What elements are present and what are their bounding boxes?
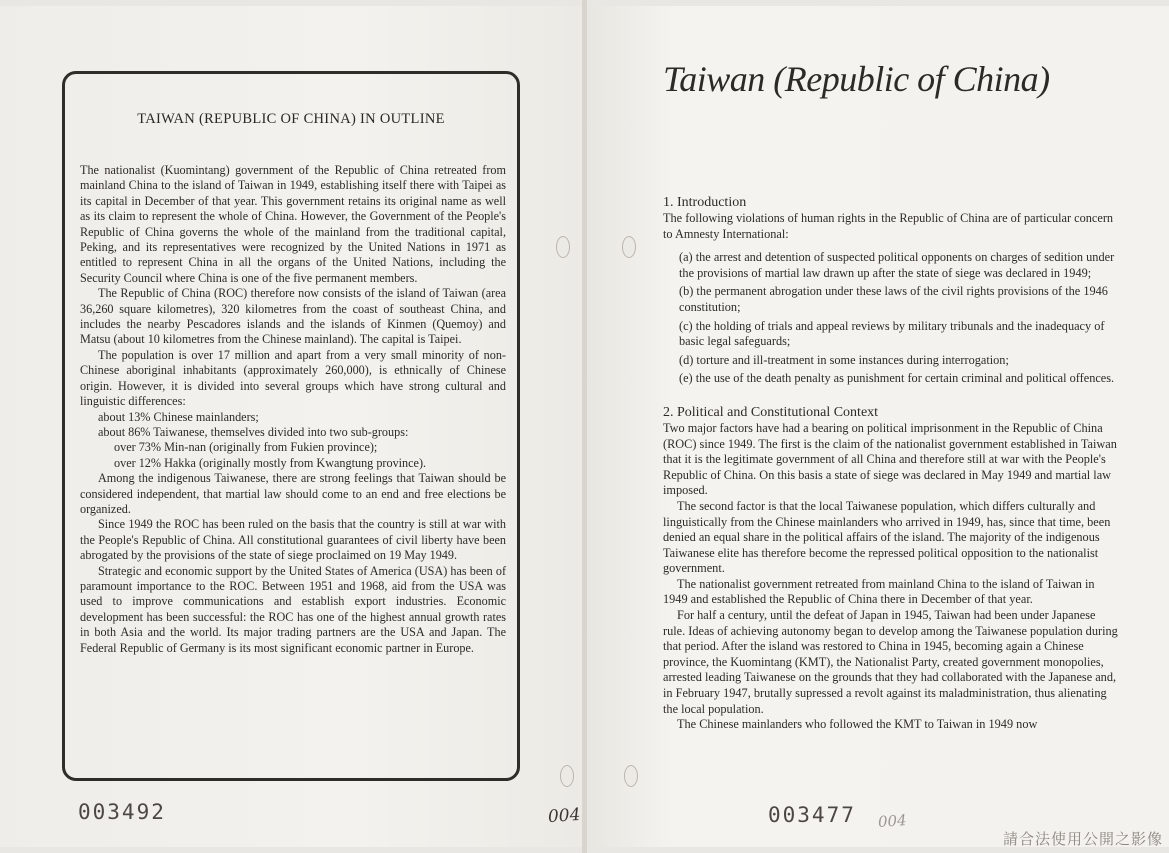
population-subgroup: over 73% Min-nan (originally from Fukien province);	[114, 440, 378, 455]
outline-paragraph: Strategic and economic support by the United States of America (USA) has been of paramount importance to the ROC. Between 1951 and 1968, aid from the USA was used to improve communications and establish export industries. Economic development has been successful: the ROC has one of the highest annual growth rates in both Asia and the world. Its major trading partners are the USA and Japan. The Federal Republic of Germany is its most significant economic partner in Europe.	[80, 563, 506, 655]
body-paragraph: For half a century, until the defeat of Japan in 1945, Taiwan had been under Japanese rule. Ideas of achieving autonomy began to develop among the Taiwanese population during that period. After the island was restored to China in 1945, becoming again a Chinese province, the Kuomintang (KMT), the Nationalist Party, created government monopolies, arrested leading Taiwanese on the grounds that they had collaborated with the Japanese and, in February 1947, brutally supressed a revolt against its maladministration, thus alienating the local population.	[663, 608, 1118, 716]
punch-hole	[624, 765, 638, 787]
punch-hole	[622, 236, 636, 258]
population-subgroup: over 12% Hakka (originally mostly from Kwangtung province).	[114, 455, 427, 470]
watermark-text: 請合法使用公開之影像	[1002, 830, 1163, 848]
punch-hole	[560, 765, 574, 787]
outline-paragraph: The nationalist (Kuomintang) government of the Republic of China retreated from mainland China to the island of Taiwan in 1949, establishing itself there with Taipei as its capital in December of that year. This government retains its original name as well as its claim to represent the whole of China. However, the Government of the People's Republic of China governs the whole of the mainland from the traditional capital, Peking, and its representatives were recognized by the United Nations in 1971 as entitled to represent China in all the organs of the United Nations, including the Security Council where China is one of the five permanent members.	[80, 163, 506, 285]
body-paragraph: Two major factors have had a bearing on political imprisonment in the Republic of China (ROC) since 1949. The first is the claim of the nationalist government established in Taiwan that it is the legitimate government of all China and therefore still at war with the People's Republic of China. On this basis a state of siege was declared in May 1949 and martial law imposed.	[663, 420, 1117, 498]
punch-hole	[556, 236, 570, 258]
violation-item: (a) the arrest and detention of suspected political opponents on charges of sedition under the provisions of martial law drawn up after the state of siege was declared in 1949;	[679, 250, 1115, 280]
body-paragraph: The Chinese mainlanders who followed the KMT to Taiwan in 1949 now	[677, 717, 1038, 732]
outline-paragraph: The Republic of China (ROC) therefore now consists of the island of Taiwan (area 36,260 square kilometres), 320 kilometres from the coast of southeast China, and includes the nearby Pescadores islands and the islands of Kinmen (Quemoy) and Matsu (about 10 kilometres from the Chinese mainland). The capital is Taipei.	[80, 286, 506, 347]
page-title: Taiwan (Republic of China)	[663, 59, 1050, 99]
report-body	[663, 195, 1118, 733]
violations-list	[679, 250, 1118, 387]
body-paragraph: The second factor is that the local Taiwanese population, which differs culturally and linguistically from the Chinese mainlanders who arrived in 1949, has, since that time, been denied an equal share in the political affairs of the island. The majority of the indigenous Taiwanese elite has therefore become the repressed political opposition to the nationalist government.	[663, 498, 1111, 576]
outline-paragraph: The population is over 17 million and apart from a very small minority of non-Chinese aboriginal inhabitants (approximately 260,000), is ethnically of Chinese origin. However, it is divided into several groups which have strong cultural and linguistic differences:	[80, 347, 506, 409]
population-group: about 13% Chinese mainlanders;	[98, 409, 259, 424]
section-heading: 1. Introduction	[663, 195, 747, 210]
outline-paragraph: Among the indigenous Taiwanese, there are strong feelings that Taiwan should be considered independent, that martial law should come to an end and free elections be organized.	[80, 471, 506, 516]
left-doc-number: 003492	[78, 800, 166, 824]
violation-item: (d) torture and ill-treatment in some instances during interrogation;	[679, 352, 1009, 367]
handwritten-note: 004	[877, 811, 908, 831]
population-group: about 86% Taiwanese, themselves divided into two sub-groups:	[98, 424, 409, 439]
outline-title: TAIWAN (REPUBLIC OF CHINA) IN OUTLINE	[137, 111, 445, 127]
outline-paragraph: Since 1949 the ROC has been ruled on the basis that the country is still at war with the People's Republic of China. All constitutional guarantees of civil liberty have been abrogated by the provisions of the state of siege proclaimed on 19 May 1949.	[80, 517, 506, 563]
body-paragraph: The nationalist government retreated from mainland China to the island of Taiwan in 1949 and established the Republic of China there in December of that year.	[663, 576, 1095, 607]
right-doc-number: 003477	[768, 803, 856, 827]
violation-item: (c) the holding of trials and appeal reviews by military tribunals and the inadequacy of basic legal safeguards;	[679, 318, 1105, 349]
violation-item: (b) the permanent abrogation under these laws of the civil rights provisions of the 1946 constitution;	[679, 284, 1108, 314]
page-gutter	[582, 0, 587, 853]
section-heading: 2. Political and Constitutional Context	[663, 404, 879, 420]
outline-body	[80, 163, 506, 656]
violation-item: (e) the use of the death penalty as punishment for certain criminal and political offences.	[679, 371, 1115, 386]
handwritten-page-number: 004	[547, 804, 582, 828]
section-intro: The following violations of human rights in the Republic of China are of particular concern to Amnesty International:	[663, 211, 1114, 241]
